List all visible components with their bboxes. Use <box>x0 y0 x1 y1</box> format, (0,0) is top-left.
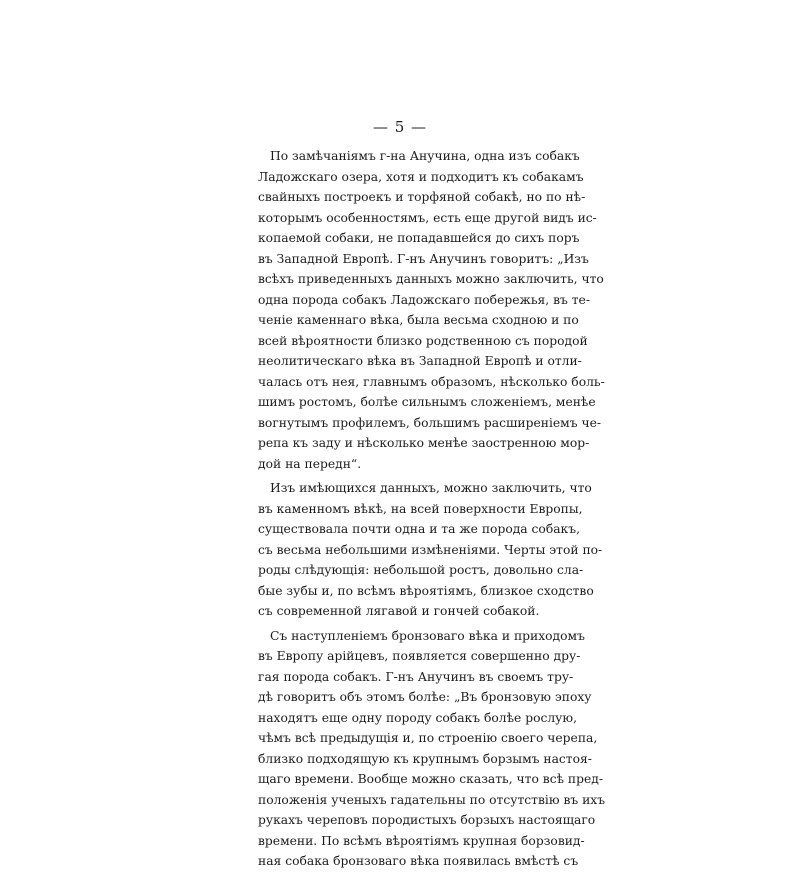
text-line: въ Европу арiйцевъ, появляется совершенно дру- <box>258 649 581 663</box>
text-line: ная собака бронзоваго вѣка появилась вмѣстѣ съ <box>258 854 579 868</box>
text-line: неолитическаго вѣка въ Западной Европѣ и отли- <box>258 354 582 368</box>
text-line: одна порода собакъ Ладожскаго побережья, въ те- <box>258 292 590 307</box>
text-line: существовала почти одна и та же порода собакъ, <box>258 522 580 536</box>
text-line: всей вѣроятности близко родственною съ породой <box>258 333 588 348</box>
text-line: которымъ особенностямъ, есть еще другой видъ ис- <box>258 210 597 225</box>
text-line: положенiя ученыхъ гадательны по отсутствiю въ ихъ <box>258 792 606 807</box>
text-line: копаемой собаки, не попадавшейся до сихъ поръ <box>258 231 580 245</box>
text-line: свайныхъ построекъ и торфяной собакѣ, но по нѣ- <box>258 190 586 204</box>
text-line: шимъ ростомъ, болѣе сильнымъ сложенiемъ, менѣе <box>258 395 596 409</box>
text-line: щаго времени. Вообще можно сказать, что всѣ пред- <box>258 772 604 786</box>
text-line: дѣ говоритъ объ этомъ болѣе: „Въ бронзовую эпоху <box>258 690 592 704</box>
text-line: чалась отъ нея, главнымъ образомъ, нѣсколько боль- <box>258 374 605 389</box>
text-line: чѣмъ всѣ предыдущiя и, по строенiю своего черепа, <box>258 731 598 745</box>
body-text <box>258 146 606 872</box>
text-line: близко подходящую къ крупнымъ борзымъ настоя- <box>258 751 592 766</box>
text-line: бые зубы и, по всѣмъ вѣроятiямъ, близкое сходство <box>258 583 594 598</box>
page-number: — 5 — <box>372 118 428 136</box>
text-line: вогнутымъ профилемъ, большимъ расширенiемъ че- <box>258 415 602 430</box>
text-line: репа къ заду и нѣсколько менѣе заостренною мор- <box>258 436 590 450</box>
paragraph-1 <box>258 146 605 474</box>
text-line: находятъ еще одну породу собакъ болѣе рослую, <box>258 710 578 725</box>
text-line: въ Западной Европѣ. Г-нъ Анучинъ говоритъ: „Изъ <box>258 251 589 266</box>
text-line: Съ наступленiемъ бронзоваго вѣка и приходомъ <box>270 628 585 643</box>
text-line: Изъ имѣющихся данныхъ, можно заключить, что <box>270 481 592 495</box>
text-line: роды слѣдующiя: небольшой ростъ, довольно сла- <box>258 563 584 577</box>
text-line: времени. По всѣмъ вѣроятiямъ крупная борзовид- <box>258 833 585 848</box>
text-line: ченiе каменнаго вѣка, была весьма сходною и по <box>258 313 579 327</box>
text-line: съ весьма небольшими измѣненiями. Черты этой по- <box>258 542 603 557</box>
text-line: въ каменномъ вѣкѣ, на всей поверхности Европы, <box>258 501 583 516</box>
paragraph-2 <box>258 478 603 622</box>
text-line: гая порода собакъ. Г-нъ Анучинъ въ своемъ тру- <box>258 669 574 684</box>
paragraph-3 <box>258 626 606 872</box>
text-line: съ современной лягавой и гончей собакой. <box>258 604 540 618</box>
text-line: дой на передн“. <box>258 456 362 471</box>
text-line: По замѣчанiямъ г-на Анучина, одна изъ собакъ <box>270 149 580 163</box>
text-line: Ладожскаго озера, хотя и подходитъ къ собакамъ <box>258 169 584 184</box>
text-line: рукахъ череповъ породистыхъ борзыхъ настоящаго <box>258 813 596 827</box>
text-line: всѣхъ приведенныхъ данныхъ можно заключить, что <box>258 272 604 286</box>
